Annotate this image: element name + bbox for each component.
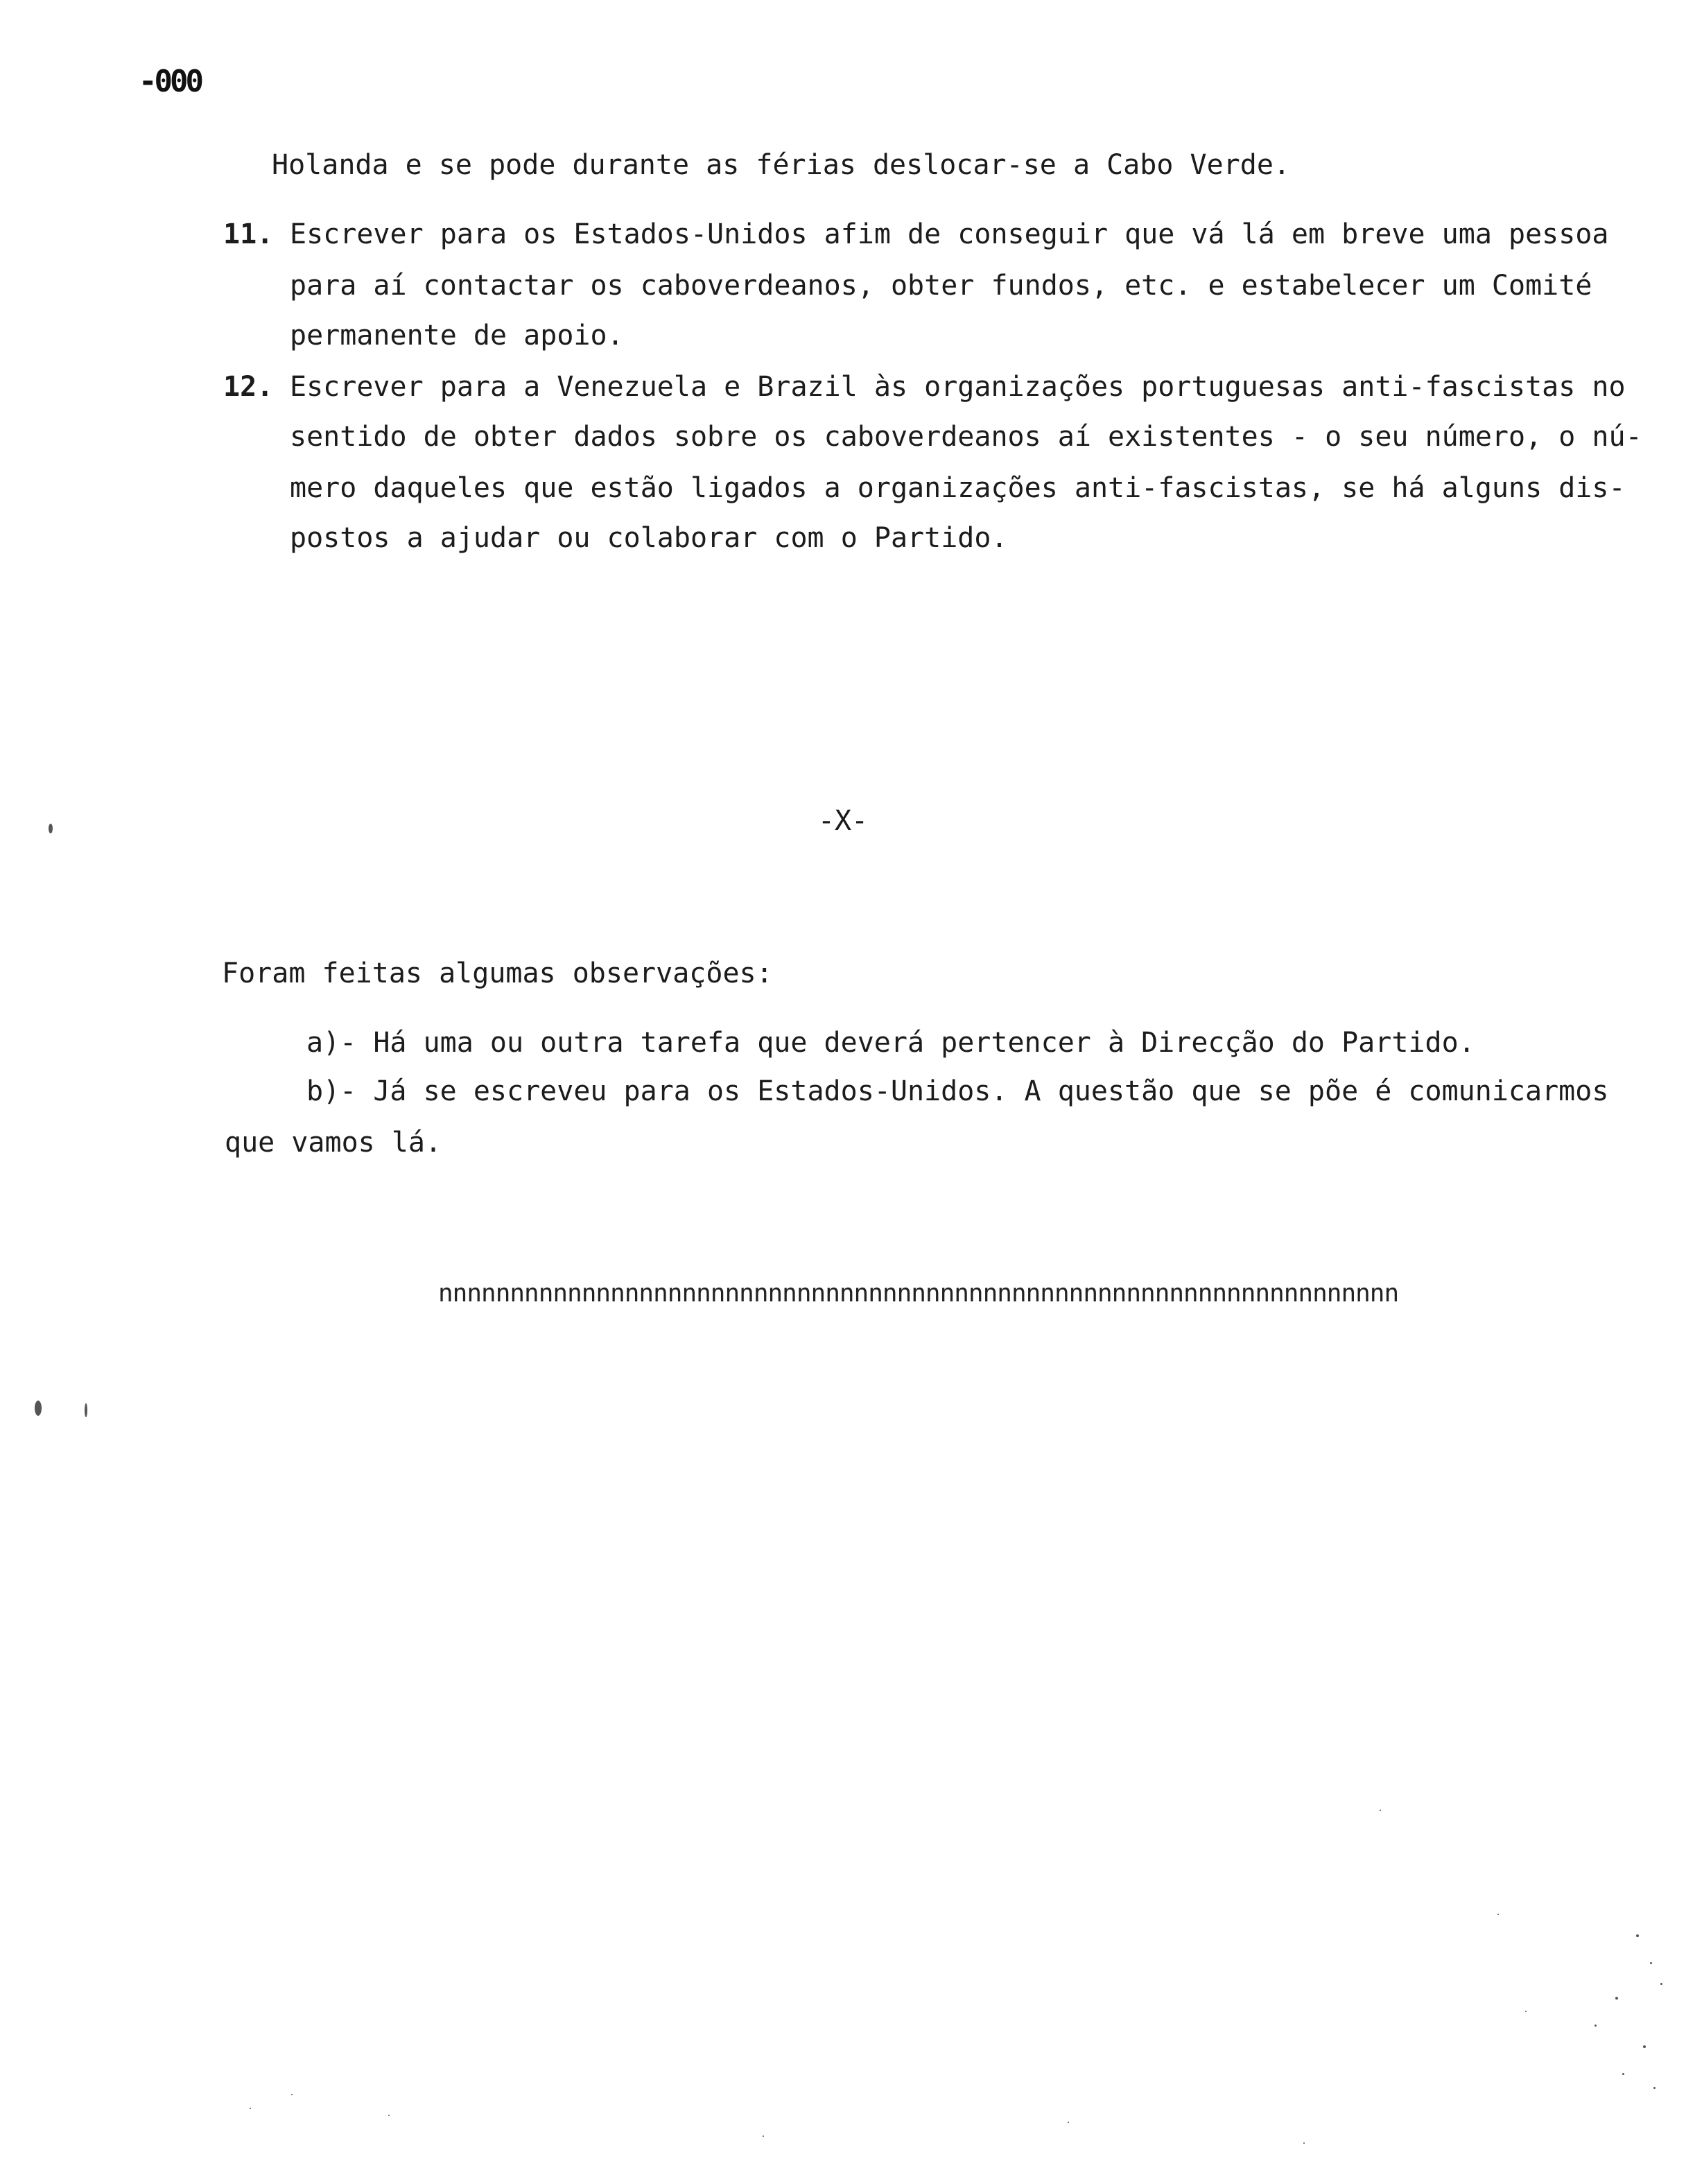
item-12-number: 12.: [223, 371, 274, 403]
item-12-line-3: mero daqueles que estão ligados a organizações anti-fascistas, se há alguns dis-: [290, 472, 1626, 504]
item-11-line-1: Escrever para os Estados-Unidos afim de conseguir que vá lá em breve uma pessoa: [290, 218, 1609, 250]
observation-a: a)- Há uma ou outra tarefa que deverá pertencer à Direcção do Partido.: [306, 1027, 1475, 1059]
observation-b: b)- Já se escreveu para os Estados-Unidos. A questão que se põe é comunicarmos: [306, 1075, 1609, 1107]
observation-b-continuation: que vamos lá.: [225, 1127, 442, 1159]
paragraph-continuation: Holanda e se pode durante as férias deslocar-se a Cabo Verde.: [272, 149, 1291, 181]
item-12-line-2: sentido de obter dados sobre os caboverdeanos aí existentes - o seu número, o nú-: [290, 421, 1642, 453]
section-separator: -X-: [817, 805, 869, 837]
item-11-number: 11.: [223, 218, 274, 250]
item-12-line-4: postos a ajudar ou colaborar com o Partido.: [290, 522, 1008, 554]
header-mark: -000: [139, 64, 201, 99]
observations-intro: Foram feitas algumas observações:: [222, 957, 773, 989]
closing-rule: nnnnnnnnnnnnnnnnnnnnnnnnnnnnnnnnnnnnnnnnnnnnnnnnnnnnnnnnnnnnnnnnnnn: [438, 1279, 1399, 1308]
item-11-line-3: permanente de apoio.: [290, 320, 624, 352]
item-12-line-1: Escrever para a Venezuela e Brazil às organizações portuguesas anti-fascistas no: [290, 371, 1626, 403]
item-11-line-2: para aí contactar os caboverdeanos, obter fundos, etc. e estabelecer um Comité: [290, 270, 1592, 302]
